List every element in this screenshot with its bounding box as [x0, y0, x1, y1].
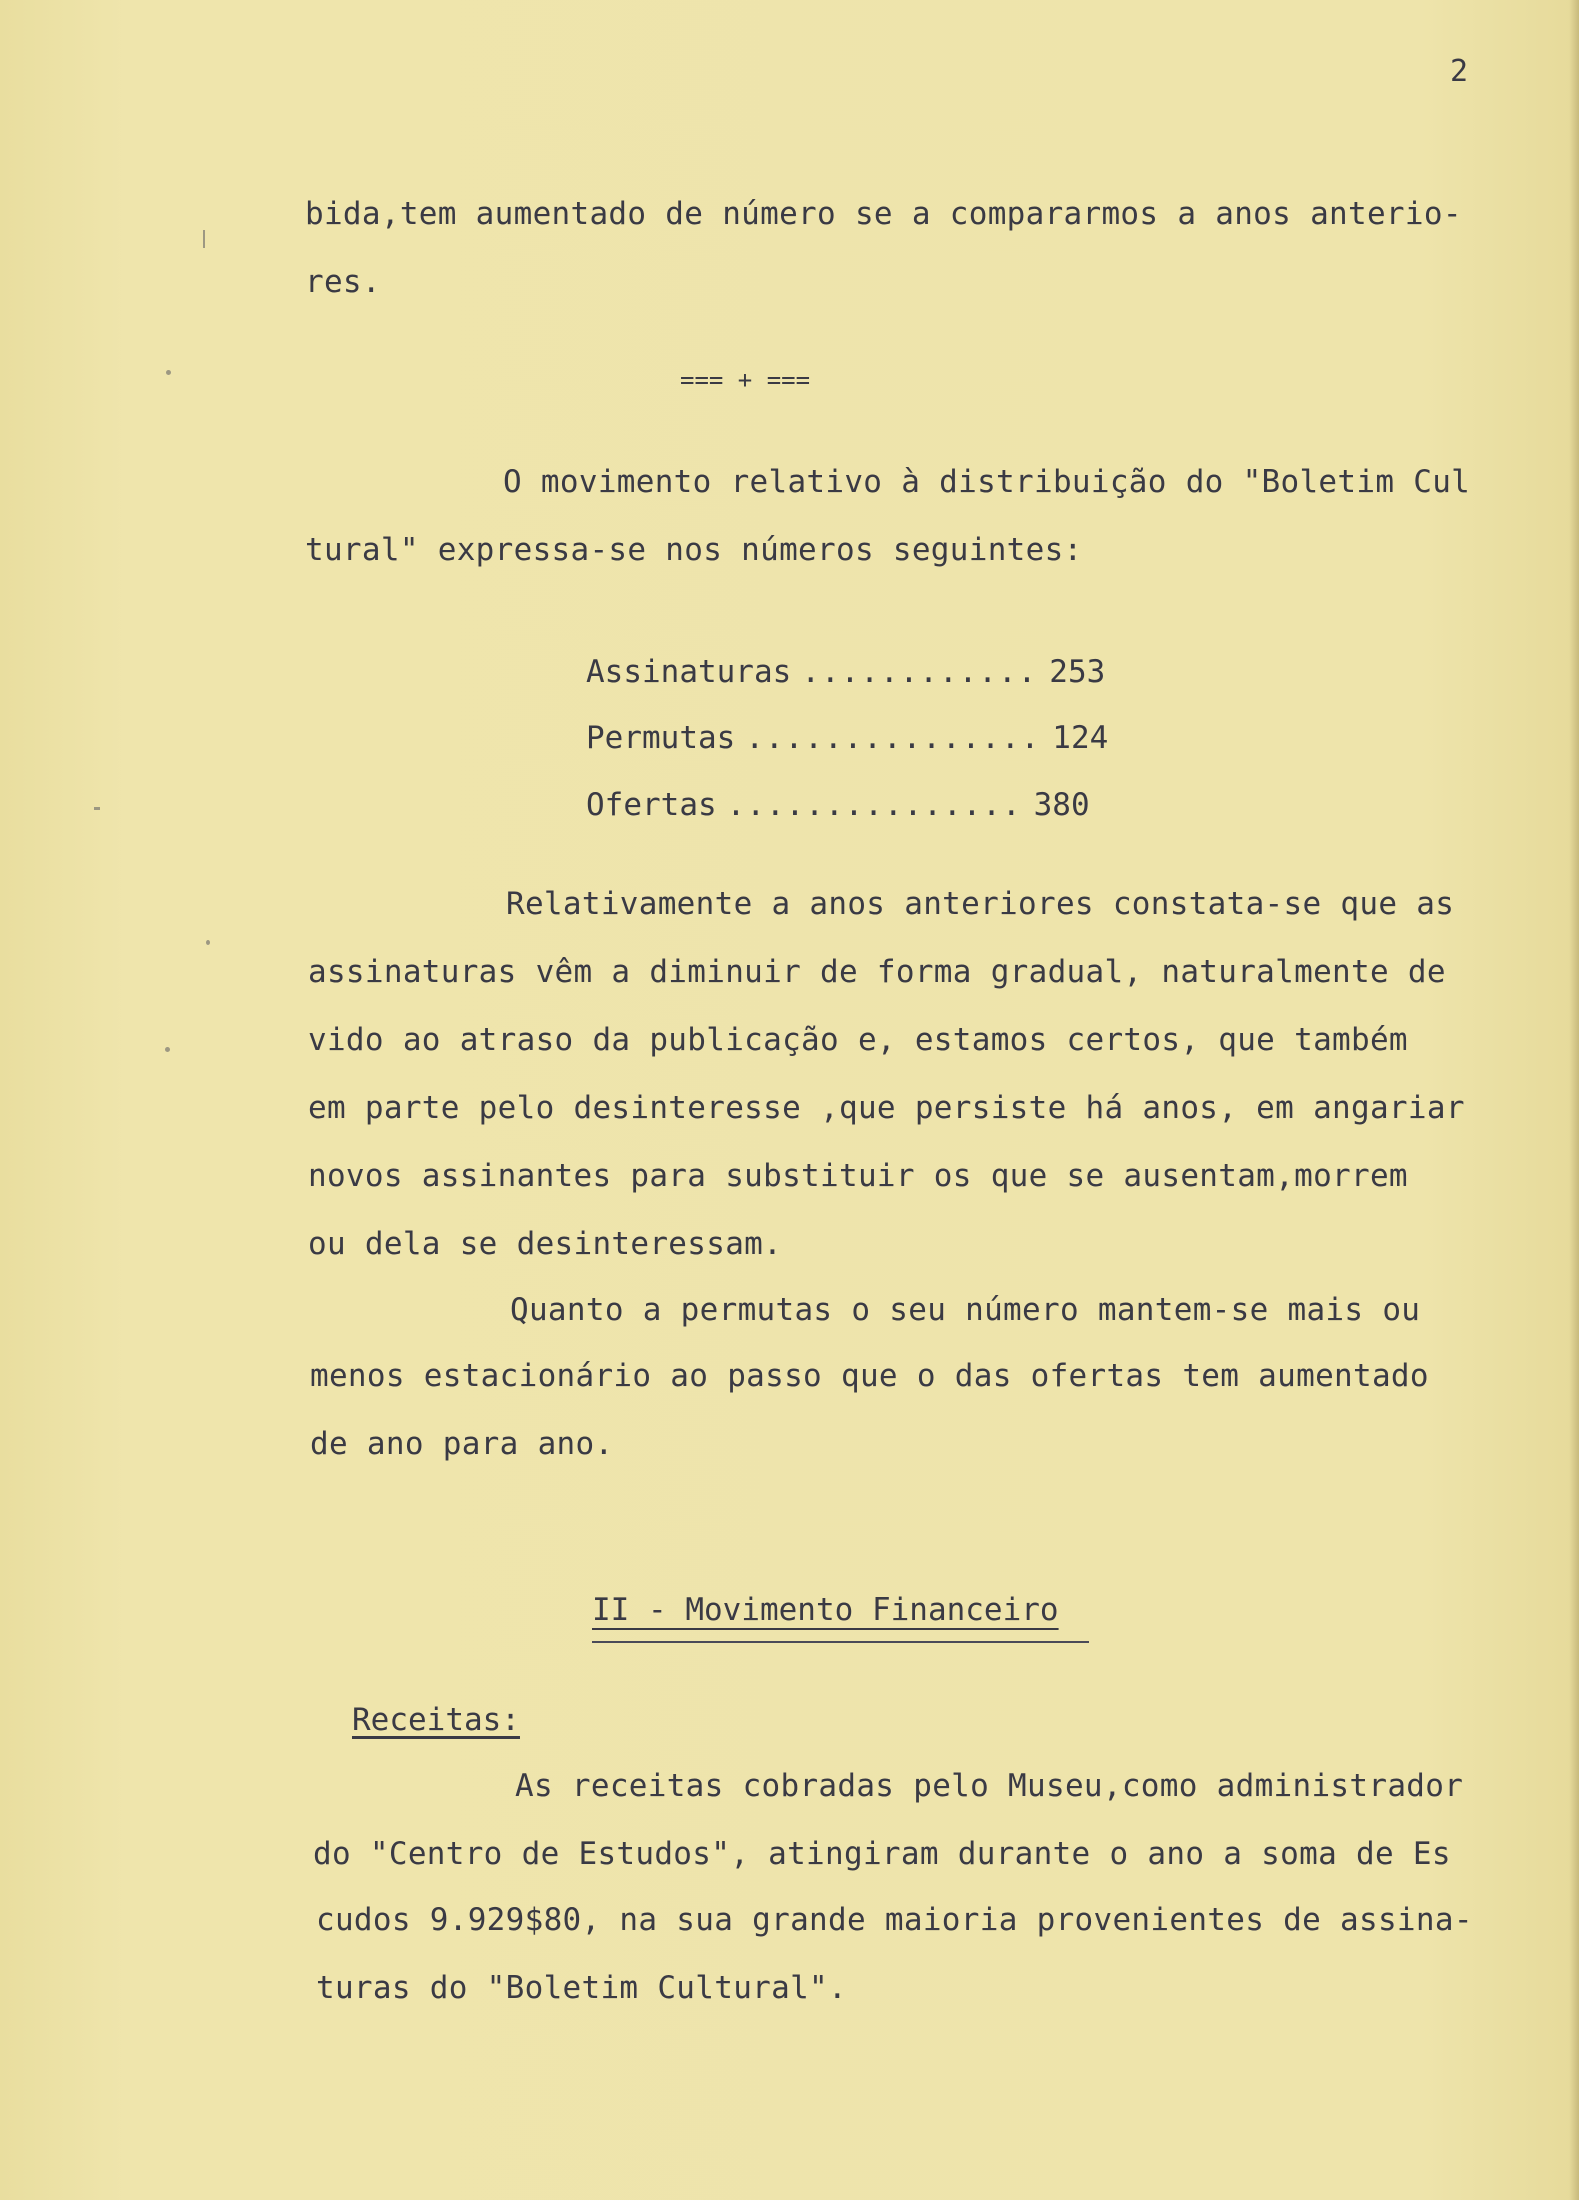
heading-double-underline: [592, 1641, 1089, 1643]
paragraph-line: novos assinantes para substituir os que se ausentam,morrem: [308, 1158, 1408, 1194]
paragraph-line: cudos 9.929$80, na sua grande maioria provenientes de assina-: [316, 1902, 1473, 1938]
paragraph-line: O movimento relativo à distribuição do "Boletim Cul: [503, 464, 1471, 500]
section-heading: II - Movimento Financeiro: [592, 1592, 1059, 1628]
paragraph-line: vido ao atraso da publicação e, estamos certos, que também: [308, 1022, 1408, 1058]
dot-leader: ............: [801, 654, 1038, 690]
paragraph-line: do "Centro de Estudos", atingiram durante o ano a soma de Es: [313, 1836, 1451, 1872]
receitas-subheading: Receitas:: [352, 1702, 520, 1738]
section-separator: === + ===: [680, 366, 811, 394]
paragraph-line: Quanto a permutas o seu número mantem-se mais ou: [510, 1292, 1421, 1328]
distribution-row-permutas: [586, 718, 1108, 758]
paragraph-line: As receitas cobradas pelo Museu,como administrador: [515, 1768, 1464, 1804]
dot-leader: ...............: [745, 720, 1041, 756]
distribution-value: 253: [1049, 654, 1106, 690]
distribution-value: 380: [1033, 787, 1090, 823]
margin-mark: [166, 370, 171, 375]
margin-mark: [94, 807, 100, 810]
distribution-label: Assinaturas: [586, 654, 792, 690]
paragraph-line: assinaturas vêm a diminuir de forma gradual, naturalmente de: [308, 954, 1446, 990]
paragraph-line: turas do "Boletim Cultural".: [316, 1970, 847, 2006]
paragraph-line: menos estacionário ao passo que o das ofertas tem aumentado: [310, 1358, 1429, 1394]
paragraph-line: bida,tem aumentado de número se a compararmos a anos anterio-: [305, 196, 1462, 232]
paragraph-line: ou dela se desinteressam.: [308, 1226, 783, 1262]
dot-leader: ...............: [726, 787, 1022, 823]
paragraph-line: tural" expressa-se nos números seguintes:: [305, 532, 1083, 568]
margin-mark: [203, 230, 205, 248]
paragraph-line: em parte pelo desinteresse ,que persiste há anos, em angariar: [308, 1090, 1465, 1126]
distribution-label: Permutas: [586, 720, 736, 756]
distribution-row-ofertas: [586, 785, 1090, 825]
distribution-label: Ofertas: [586, 787, 717, 823]
distribution-row-assinaturas: [586, 652, 1105, 692]
paragraph-line: Relativamente a anos anteriores constata-se que as: [506, 886, 1455, 922]
paragraph-line: res.: [305, 264, 381, 300]
distribution-value: 124: [1052, 720, 1109, 756]
page-number: 2: [1450, 54, 1469, 89]
margin-mark: [206, 940, 210, 945]
paragraph-line: de ano para ano.: [310, 1426, 614, 1462]
page-edge-shadow: [1569, 0, 1579, 2200]
margin-mark: [165, 1047, 170, 1052]
